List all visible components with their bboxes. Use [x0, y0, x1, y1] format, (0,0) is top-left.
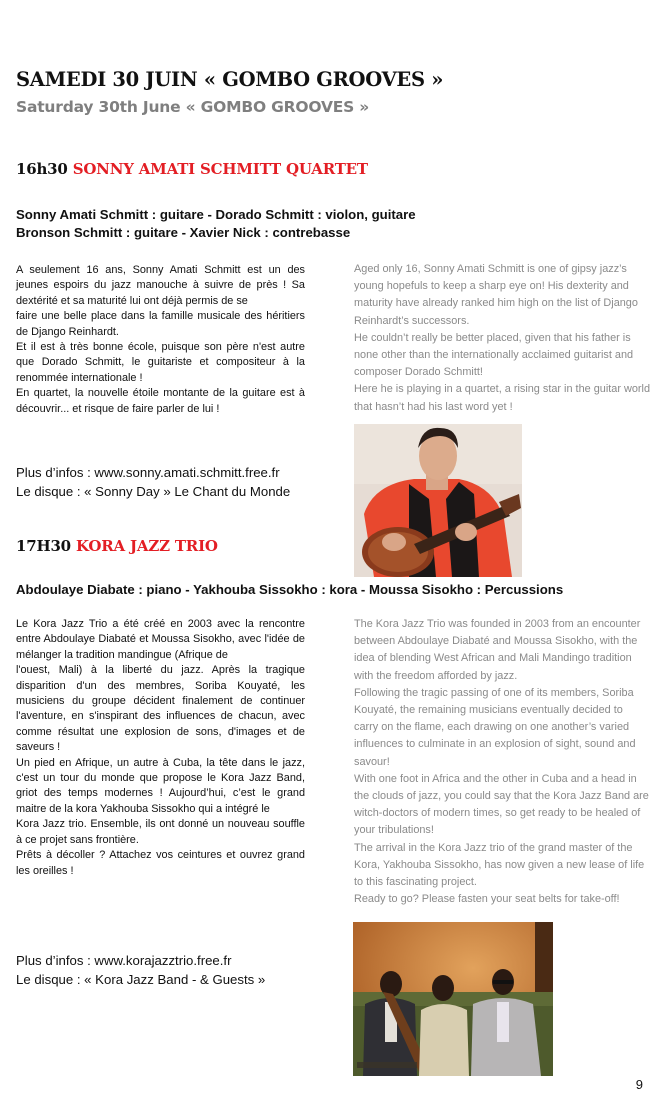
- band-name: KORA JAZZ TRIO: [75, 537, 218, 555]
- paragraph: Ready to go? Please fasten your seat belts for take-off!: [354, 893, 620, 906]
- paragraph: En quartet, la nouvelle étoile montante de la guitare est à découvrir... et risque de faire parler de lui !: [16, 387, 305, 415]
- paragraph: faire une belle place dans la famille musicale des héritiers de Django Reinhardt.: [16, 310, 305, 338]
- guitarist-photo-illustration: [354, 424, 522, 577]
- page-subtitle-english: Saturday 30th June « GOMBO GROOVES »: [16, 98, 370, 116]
- info-sonny: [16, 464, 290, 501]
- paragraph: The arrival in the Kora Jazz trio of the grand master of the Kora, Yakhouba Sissokho, has now given a new lease of life to this fascinating project.: [354, 841, 645, 889]
- paragraph: He couldn’t really be better placed, given that his father is none other than the internationally acclaimed guitarist and composer Dorado Schmitt!: [354, 331, 634, 379]
- description-en-kora: [354, 616, 650, 908]
- photo-kora-jazz-trio: [353, 922, 553, 1076]
- lineup-line: Bronson Schmitt : guitare - Xavier Nick : contrebasse: [16, 225, 351, 240]
- page-title: SAMEDI 30 JUIN « GOMBO GROOVES »: [16, 68, 444, 91]
- lineup-sonny: [16, 206, 416, 242]
- lineup-line: Abdoulaye Diabate : piano - Yakhouba Sissokho : kora - Moussa Sisokho : Percussions: [16, 582, 564, 597]
- set-heading-sonny: [16, 160, 368, 178]
- set-time: 17H30: [16, 537, 71, 555]
- album-info: Le disque : « Kora Jazz Band - & Guests »: [16, 971, 266, 987]
- album-info: Le disque : « Sonny Day » Le Chant du Monde: [16, 483, 291, 499]
- trio-photo-illustration: [353, 922, 553, 1076]
- paragraph: Aged only 16, Sonny Amati Schmitt is one of gipsy jazz’s young hopefuls to keep a sharp eye on! His dexterity and maturity have already ranked him high on the list of Django Reinhardt’s successors.: [354, 263, 638, 327]
- paragraph: The Kora Jazz Trio was founded in 2003 from an encounter between Abdoulaye Diabaté and Moussa Sisokho, with the idea of blending West African and Mali Mandingo tradition with the freedom afforded by jazz.: [354, 618, 641, 682]
- set-time: 16h30: [16, 160, 68, 178]
- paragraph: Kora Jazz trio. Ensemble, ils ont donné un nouveau souffle à ce projet sans frontière.: [16, 818, 305, 846]
- paragraph: Following the tragic passing of one of its members, Soriba Kouyaté, the remaining musicians eventually decided to carry on the flame, each drawing on one another’s varied influences to culminate in an explosion of sight, sound and savour!: [354, 686, 636, 768]
- paragraph: Prêts à décoller ? Attachez vos ceintures et ouvrez grand les oreilles !: [16, 849, 305, 877]
- paragraph: Le Kora Jazz Trio a été créé en 2003 avec la rencontre entre Abdoulaye Diabaté et Moussa Sisokho, avec l'idée de mélanger la tradition mandingue (Afrique de: [16, 618, 305, 661]
- page-number: 9: [635, 1077, 643, 1092]
- paragraph: l'ouest, Mali) à la liberté du jazz. Après la tragique disparition d'un des membres, Soriba Kouyaté, les musiciens du groupe décident finalement de continuer l'aventure, en s'inspirant des influences de chacun, avec comme résultat une explosion de sons, d'images et de saveurs !: [16, 664, 305, 754]
- info-link[interactable]: Plus d’infos : www.korajazztrio.free.fr: [16, 953, 232, 968]
- band-name: SONNY AMATI SCHMITT QUARTET: [72, 160, 368, 178]
- paragraph: Here he is playing in a quartet, a rising star in the guitar world that hasn’t had his last word yet !: [354, 383, 651, 413]
- info-kora: [16, 952, 265, 989]
- paragraph: A seulement 16 ans, Sonny Amati Schmitt est un des jeunes espoirs du jazz manouche à suivre de près ! Sa dextérité et sa maturité lui ont déjà permis de se: [16, 264, 305, 307]
- info-link[interactable]: Plus d’infos : www.sonny.amati.schmitt.free.fr: [16, 465, 280, 480]
- description-en-sonny: [354, 261, 650, 416]
- description-fr-sonny: [16, 263, 305, 417]
- lineup-kora: [16, 581, 563, 599]
- paragraph: Un pied en Afrique, un autre à Cuba, la tête dans le jazz, c'est un tour du monde que propose le Kora Jazz Band, griot des temps modernes ! Aujourd’hui, c’est le grand maitre de la kora Yakhouba Sissokho qui a intégré le: [16, 756, 305, 815]
- lineup-line: Sonny Amati Schmitt : guitare - Dorado Schmitt : violon, guitare: [16, 207, 416, 222]
- description-fr-kora: [16, 617, 305, 879]
- paragraph: Et il est à très bonne école, puisque son père n'est autre que Dorado Schmitt, le guitariste et compositeur à la renommée internationale !: [16, 341, 305, 384]
- paragraph: With one foot in Africa and the other in Cuba and a head in the clouds of jazz, you could say that the Kora Jazz Band are witch-doctors of modern times, so get ready to be healed of your tribulations!: [354, 772, 649, 837]
- photo-sonny-amati-schmitt: [354, 424, 522, 577]
- set-heading-kora: [16, 537, 218, 555]
